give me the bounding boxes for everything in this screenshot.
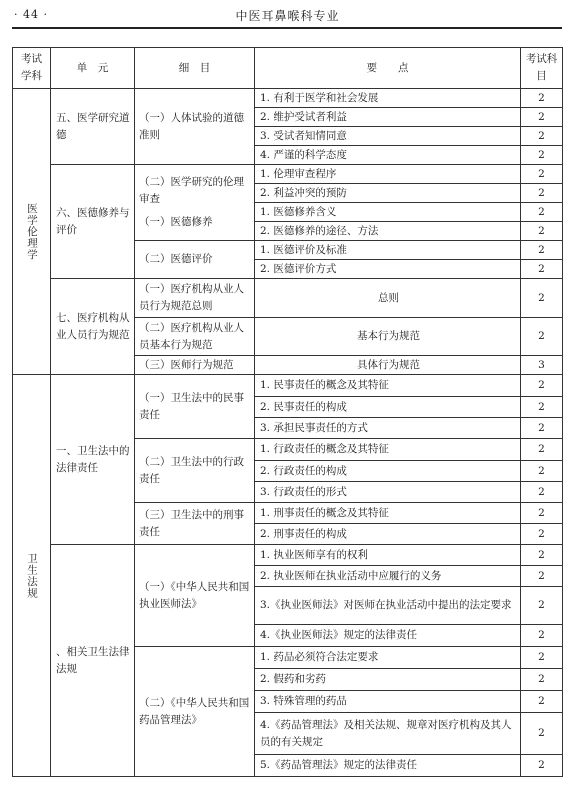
point-cell: 4.《执业医师法》规定的法律责任: [255, 625, 521, 647]
point-cell: 2. 利益冲突的预防: [255, 184, 521, 203]
score-cell: 2: [521, 418, 563, 439]
table-row: [13, 165, 563, 184]
score-cell: 2: [521, 146, 563, 165]
point-cell: 1. 行政责任的概念及其特征: [255, 439, 521, 461]
syllabus-table: [12, 47, 563, 777]
point-cell: 3. 承担民事责任的方式: [255, 418, 521, 439]
col-header-subject: 考试学科: [13, 48, 51, 89]
score-cell: 2: [521, 461, 563, 482]
col-header-unit: 单 元: [51, 48, 135, 89]
score-cell: 2: [521, 184, 563, 203]
table-row: [13, 375, 563, 397]
item-cell: （二）医德评价: [135, 241, 255, 279]
score-cell: 2: [521, 691, 563, 713]
point-cell: 1. 医德评价及标准: [255, 241, 521, 260]
score-cell: 2: [521, 503, 563, 524]
subject-label: 医学伦理学: [26, 202, 38, 261]
score-cell: 2: [521, 669, 563, 691]
score-cell: 2: [521, 439, 563, 461]
item-cell: （一）《中华人民共和国执业医师法》: [135, 545, 255, 647]
item-cell: [135, 165, 255, 241]
subject-label: 卫生法规: [26, 552, 38, 599]
item-label: （二）医学研究的伦理审查: [139, 176, 244, 205]
point-cell: 2. 执业医师在执业活动中应履行的义务: [255, 566, 521, 587]
score-cell: 2: [521, 647, 563, 669]
point-cell: 4. 严谨的科学态度: [255, 146, 521, 165]
score-cell: 2: [521, 127, 563, 146]
page-header: [0, 0, 575, 34]
item-cell: （二）卫生法中的行政责任: [135, 439, 255, 503]
score-cell: 2: [521, 397, 563, 418]
unit-cell: 、相关卫生法律法规: [51, 545, 135, 777]
point-cell: 2. 医德修养的途径、方法: [255, 222, 521, 241]
score-cell: 2: [521, 566, 563, 587]
header-rule: [12, 27, 562, 29]
point-cell: 1. 有利于医学和社会发展: [255, 89, 521, 108]
point-cell: 1. 民事责任的概念及其特征: [255, 375, 521, 397]
point-cell: 4.《药品管理法》及相关法规、规章对医疗机构及其人员的有关规定: [255, 713, 521, 755]
point-cell: 1. 伦理审查程序: [255, 165, 521, 184]
table-row: [13, 545, 563, 566]
running-title: 中医耳鼻喉科专业: [235, 9, 340, 23]
score-cell: 2: [521, 203, 563, 222]
item-label: （一）医德修养: [139, 216, 213, 228]
point-cell: 2. 刑事责任的构成: [255, 524, 521, 545]
score-cell: 2: [521, 260, 563, 279]
col-header-item: 细 目: [135, 48, 255, 89]
score-cell: 2: [521, 108, 563, 127]
item-cell: （三）卫生法中的刑事责任: [135, 503, 255, 545]
point-cell: 1. 执业医师享有的权利: [255, 545, 521, 566]
point-cell: 1. 医德修养含义: [255, 203, 521, 222]
unit-cell: 五、医学研究道德: [51, 89, 135, 165]
point-cell: 2. 假药和劣药: [255, 669, 521, 691]
point-cell: 2. 民事责任的构成: [255, 397, 521, 418]
table-row: [13, 89, 563, 108]
point-cell: 总则: [255, 279, 521, 318]
point-cell: 2. 医德评价方式: [255, 260, 521, 279]
point-cell: 1. 药品必须符合法定要求: [255, 647, 521, 669]
point-cell: 1. 刑事责任的概念及其特征: [255, 503, 521, 524]
point-cell: 2. 维护受试者利益: [255, 108, 521, 127]
score-cell: 2: [521, 545, 563, 566]
score-cell: 2: [521, 713, 563, 755]
point-cell: 3.《执业医师法》对医师在执业活动中提出的法定要求: [255, 587, 521, 625]
item-cell: （二）医疗机构从业人员基本行为规范: [135, 318, 255, 356]
score-cell: 2: [521, 587, 563, 625]
point-cell: 3. 特殊管理的药品: [255, 691, 521, 713]
subject-cell: [13, 89, 51, 375]
score-cell: 2: [521, 625, 563, 647]
score-cell: 2: [521, 279, 563, 318]
score-cell: 2: [521, 482, 563, 503]
item-cell: （一）卫生法中的民事责任: [135, 375, 255, 439]
col-header-points: 要 点: [255, 48, 521, 89]
page-number: · 44 ·: [14, 8, 48, 21]
point-cell: 具体行为规范: [255, 356, 521, 375]
score-cell: 2: [521, 241, 563, 260]
score-cell: 2: [521, 524, 563, 545]
item-cell: （一）医疗机构从业人员行为规范总则: [135, 279, 255, 318]
unit-cell: 一、卫生法中的法律责任: [51, 375, 135, 545]
score-cell: 2: [521, 222, 563, 241]
table-header-row: [13, 48, 563, 89]
point-cell: 2. 行政责任的构成: [255, 461, 521, 482]
item-cell: （三）医师行为规范: [135, 356, 255, 375]
unit-cell: 六、医德修养与评价: [51, 165, 135, 279]
score-cell: 2: [521, 89, 563, 108]
point-cell: 基本行为规范: [255, 318, 521, 356]
col-header-score: 考试科目: [521, 48, 563, 89]
score-cell: 3: [521, 356, 563, 375]
point-cell: 3. 受试者知情同意: [255, 127, 521, 146]
item-cell: （二）《中华人民共和国药品管理法》: [135, 647, 255, 777]
point-cell: 3. 行政责任的形式: [255, 482, 521, 503]
score-cell: 2: [521, 375, 563, 397]
score-cell: 2: [521, 318, 563, 356]
point-cell: 5.《药品管理法》规定的法律责任: [255, 755, 521, 777]
unit-cell: 七、医疗机构从业人员行为规范: [51, 279, 135, 375]
score-cell: 2: [521, 755, 563, 777]
score-cell: 2: [521, 165, 563, 184]
item-cell: （一）人体试验的道德准则: [135, 89, 255, 165]
table-row: [13, 279, 563, 318]
subject-cell: [13, 375, 51, 777]
